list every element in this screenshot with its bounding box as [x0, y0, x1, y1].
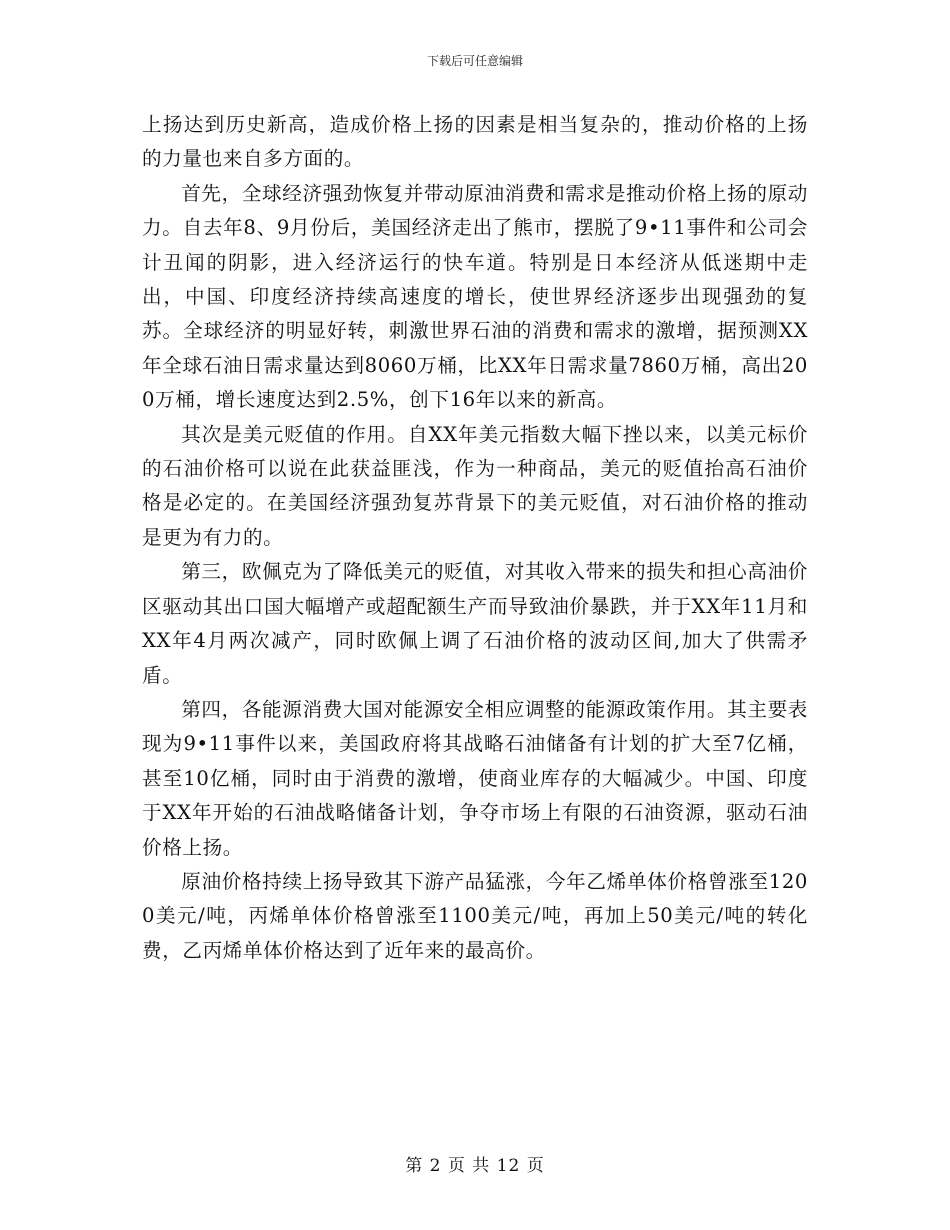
page-number-footer: 第 2 页 共 12 页 — [405, 1156, 545, 1176]
document-body — [142, 108, 808, 968]
paragraph-6: 原油价格持续上扬导致其下游产品猛涨，今年乙烯单体价格曾涨至1200美元/吨，丙烯单体价格曾涨至1100美元/吨，再加上50美元/吨的转化费，乙丙烯单体价格达到了近年来的最高价。 — [142, 869, 808, 962]
paragraph-2: 首先，全球经济强劲恢复并带动原油消费和需求是推动价格上扬的原动力。自去年8、9月份后，美国经济走出了熊市，摆脱了9•11事件和公司会计丑闻的阴影，进入经济运行的快车道。特别是日本经济从低迷期中走出，中国、印度经济持续高速度的增长，使世界经济逐步出现强劲的复苏。全球经济的明显好转，刺激世界石油的消费和需求的激增，据预测XX年全球石油日需求量达到8060万桶，比XX年日需求量7860万桶，高出200万桶，增长速度达到2.5%，创下16年以来的新高。 — [142, 181, 808, 412]
paragraph-3: 其次是美元贬值的作用。自XX年美元指数大幅下挫以来，以美元标价的石油价格可以说在此获益匪浅，作为一种商品，美元的贬值抬高石油价格是必定的。在美国经济强劲复苏背景下的美元贬值，对石油价格的推动是更为有力的。 — [142, 422, 808, 549]
paragraph-1: 上扬达到历史新高，造成价格上扬的因素是相当复杂的，推动价格的上扬的力量也来自多方面的。 — [142, 113, 808, 171]
page-header: 下载后可任意编辑 — [426, 54, 523, 68]
paragraph-4: 第三，欧佩克为了降低美元的贬值，对其收入带来的损失和担心高油价区驱动其出口国大幅增产或超配额生产而导致油价暴跌，并于XX年11月和XX年4月两次减产，同时欧佩上调了石油价格的波动区间,加大了供需矛盾。 — [142, 560, 808, 687]
paragraph-5: 第四，各能源消费大国对能源安全相应调整的能源政策作用。其主要表现为9•11事件以来，美国政府将其战略石油储备有计划的扩大至7亿桶，甚至10亿桶，同时由于消费的激增，使商业库存的大幅减少。中国、印度于XX年开始的石油战略储备计划，争夺市场上有限的石油资源，驱动石油价格上扬。 — [142, 697, 808, 859]
